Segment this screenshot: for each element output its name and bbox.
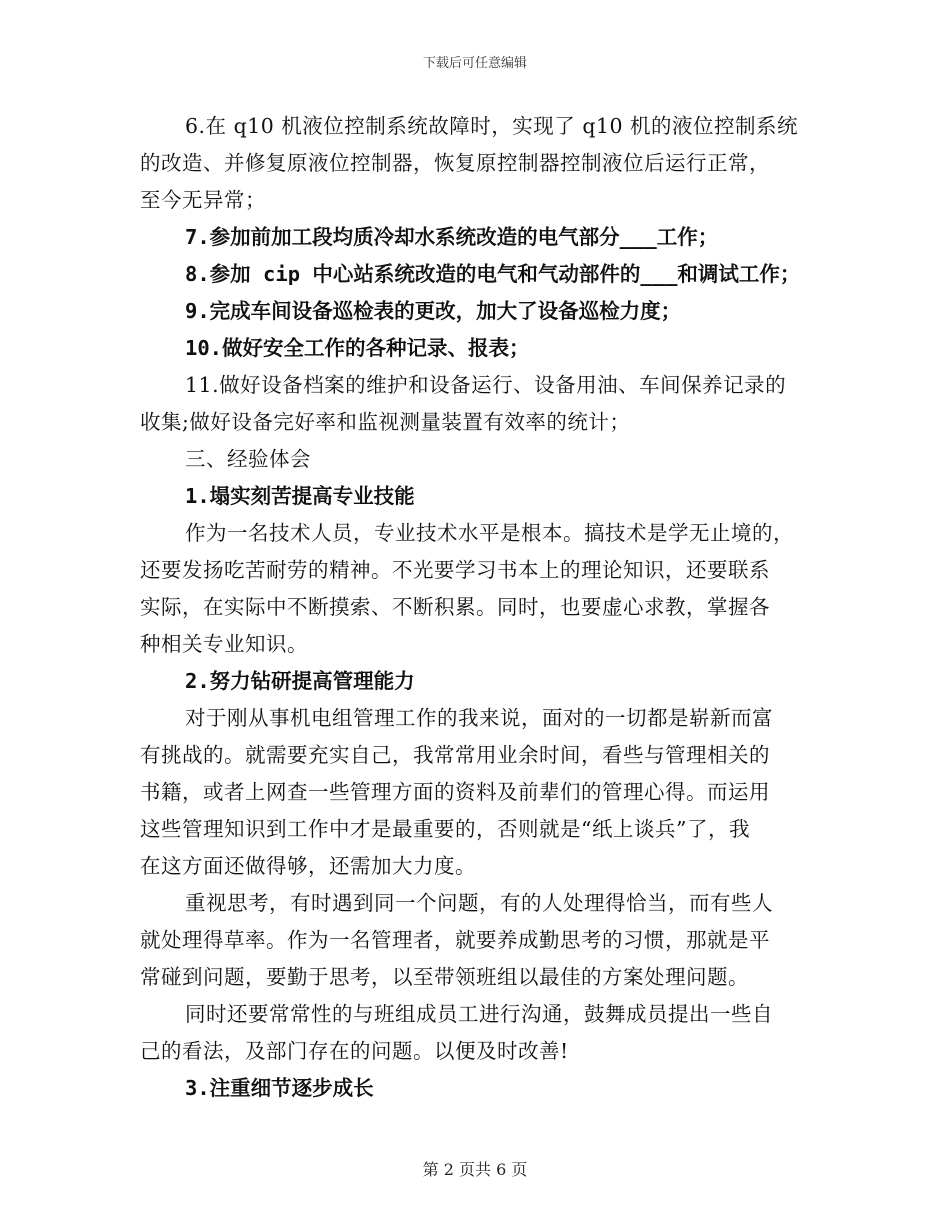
subsection-2-p2-line-3: 常碰到问题，要勤于思考，以至带领班组以最佳的方案处理问题。 — [140, 965, 749, 989]
subsection-1-line-3: 实际，在实际中不断摸索、不断积累。同时，也要虚心求教，掌握各 — [140, 595, 770, 619]
item-10: 10.做好安全工作的各种记录、报表； — [185, 336, 530, 360]
page-header: 下载后可任意编辑 — [422, 56, 527, 71]
subsection-2-p1-line-4: 这些管理知识到工作中才是最重要的，否则就是“纸上谈兵”了，我 — [140, 817, 750, 841]
subsection-2-p2-line-2: 就处理得草率。作为一名管理者，就要养成勤思考的习惯，那就是平 — [140, 928, 770, 952]
document-body — [140, 108, 810, 1107]
item-11-line-2: 收集;做好设备完好率和监视测量装置有效率的统计； — [140, 410, 631, 434]
subsection-3-heading: 3.注重细节逐步成长 — [185, 1076, 374, 1100]
subsection-1-line-4: 种相关专业知识。 — [140, 632, 308, 656]
item-6-line-1: 6.在 q10 机液位控制系统故障时，实现了 q10 机的液位控制系统 — [185, 114, 799, 138]
item-11-line-1: 11.做好设备档案的维护和设备运行、设备用油、车间保养记录的 — [185, 373, 787, 397]
subsection-2-p1-line-2: 有挑战的。就需要充实自己，我常常用业余时间，看些与管理相关的 — [140, 743, 770, 767]
subsection-2-p2-line-1: 重视思考，有时遇到同一个问题，有的人处理得恰当，而有些人 — [185, 891, 773, 915]
subsection-2-p3-line-2: 己的看法，及部门存在的问题。以便及时改善! — [140, 1039, 569, 1063]
subsection-1-line-2: 还要发扬吃苦耐劳的精神。不光要学习书本上的理论知识，还要联系 — [140, 558, 770, 582]
subsection-1-line-1: 作为一名技术人员，专业技术水平是根本。搞技术是学无止境的， — [185, 521, 794, 545]
page-footer: 第 2 页共 6 页 — [422, 1160, 528, 1179]
item-6-line-2: 的改造、并修复原液位控制器，恢复原控制器控制液位后运行正常， — [140, 151, 770, 175]
subsection-2-p1-line-3: 书籍，或者上网查一些管理方面的资料及前辈们的管理心得。而运用 — [140, 780, 770, 804]
item-7: 7.参加前加工段均质冷却水系统改造的电气部分___工作； — [185, 225, 719, 249]
item-6-line-3: 至今无异常； — [140, 188, 266, 212]
subsection-2-p3-line-1: 同时还要常常性的与班组成员工进行沟通，鼓舞成员提出一些自 — [185, 1002, 773, 1026]
subsection-1-heading: 1.塌实刻苦提高专业技能 — [185, 484, 415, 508]
subsection-2-p1-line-1: 对于刚从事机电组管理工作的我来说，面对的一切都是崭新而富 — [185, 706, 773, 730]
subsection-2-heading: 2.努力钻研提高管理能力 — [185, 669, 415, 693]
item-8: 8.参加 cip 中心站系统改造的电气和气动部件的___和调试工作； — [185, 262, 801, 286]
item-9: 9.完成车间设备巡检表的更改，加大了设备巡检力度； — [185, 299, 682, 323]
section-3-heading: 三、经验体会 — [185, 447, 311, 471]
subsection-2-p1-line-5: 在这方面还做得够，还需加大力度。 — [140, 854, 476, 878]
